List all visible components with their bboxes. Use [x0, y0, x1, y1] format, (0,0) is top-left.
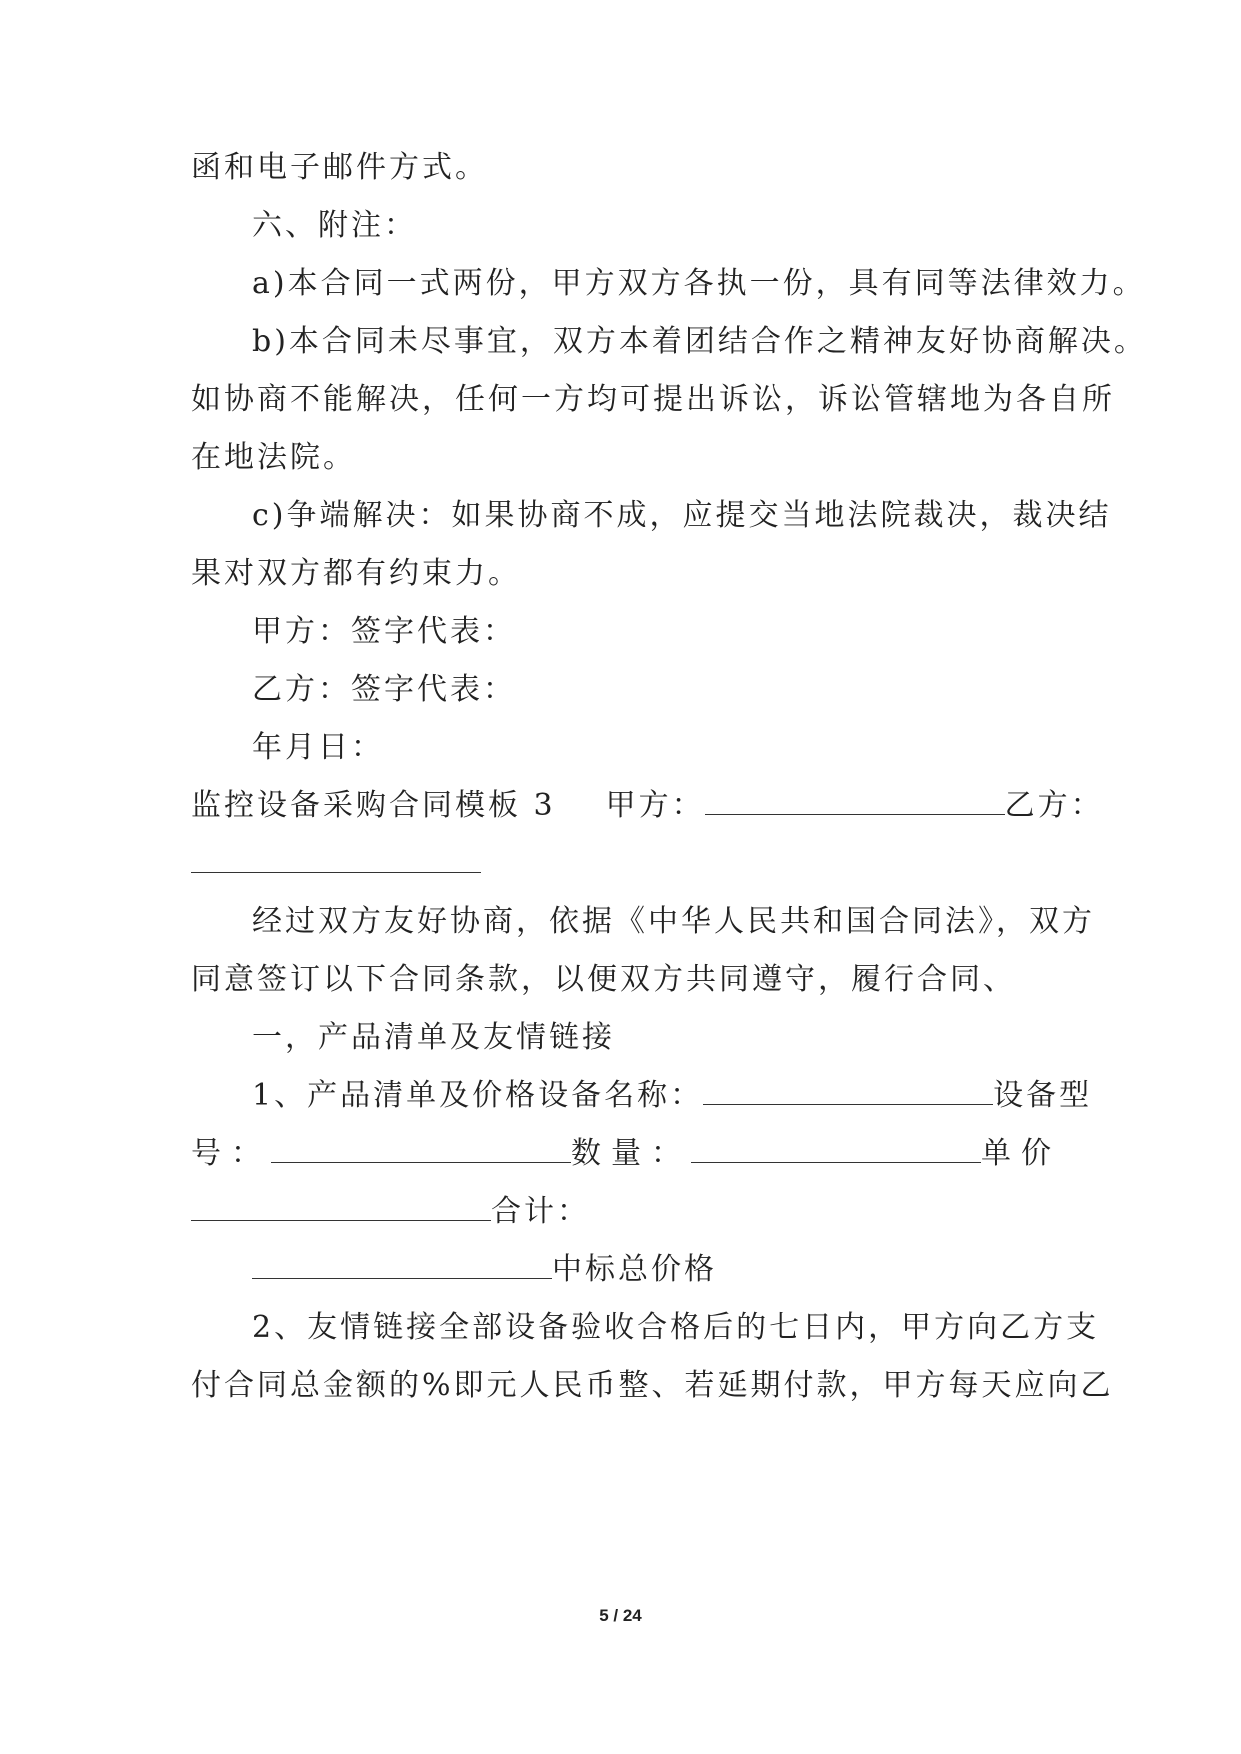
- page-number: 5 / 24: [599, 1606, 642, 1625]
- bid-total-label: 中标总价格: [552, 1252, 717, 1287]
- equipment-name-blank: [703, 1078, 993, 1105]
- text-line: 如协商不能解决，任何一方均可提出诉讼，诉讼管辖地为各自所: [191, 382, 1115, 417]
- intro-line: 经过双方友好协商，依据《中华人民共和国合同法》，双方: [252, 904, 1095, 939]
- product-list-line: [252, 1076, 1092, 1116]
- text-line: b)本合同未尽事宜，双方本着团结合作之精神友好协商解决。: [252, 324, 1147, 359]
- total-label: 合计：: [491, 1194, 590, 1229]
- payment-clause-line: 付合同总金额的%即元人民币整、若延期付款，甲方每天应向乙: [191, 1368, 1114, 1403]
- product-list-line: [191, 1134, 1061, 1174]
- text-line: c)争端解决：如果协商不成，应提交当地法院裁决，裁决结: [252, 498, 1112, 533]
- text-line: 在地法院。: [191, 440, 356, 475]
- quantity-blank: [691, 1136, 981, 1163]
- text-line: 函和电子邮件方式。: [191, 150, 488, 185]
- party-b-blank-line: [191, 844, 481, 884]
- contract-title: 监控设备采购合同模板 3: [191, 788, 556, 823]
- product-list-line: [191, 1192, 590, 1232]
- signature-line-party-b: 乙方：签字代表：: [252, 672, 516, 707]
- party-a-blank: [705, 788, 1005, 815]
- text-line: a)本合同一式两份，甲方双方各执一份，具有同等法律效力。: [252, 266, 1146, 301]
- unit-price-label: 单价: [981, 1136, 1061, 1171]
- equipment-model-blank: [271, 1136, 571, 1163]
- text-line: 果对双方都有约束力。: [191, 556, 521, 591]
- quantity-label: 数量：: [571, 1136, 691, 1171]
- section-heading: 一，产品清单及友情链接: [252, 1020, 615, 1055]
- intro-line: 同意签订以下合同条款，以便双方共同遵守，履行合同、: [191, 962, 1016, 997]
- party-b-blank: [191, 846, 481, 873]
- equipment-model-label: 设备型: [993, 1078, 1093, 1113]
- party-b-label: 乙方：: [1004, 788, 1104, 823]
- signature-line-party-a: 甲方：签字代表：: [252, 614, 516, 649]
- unit-price-blank: [191, 1194, 491, 1221]
- section-heading: 六、附注：: [252, 208, 417, 243]
- equipment-model-label-cont: 号：: [191, 1136, 271, 1171]
- party-a-label: 甲方：: [605, 788, 705, 823]
- date-line: 年月日：: [252, 730, 384, 765]
- total-blank: [252, 1252, 552, 1279]
- payment-clause-line: 2、友情链接全部设备验收合格后的七日内，甲方向乙方支: [252, 1310, 1100, 1345]
- equipment-name-label: 1、产品清单及价格设备名称：: [252, 1078, 704, 1113]
- product-list-line: [252, 1250, 717, 1290]
- contract-title-line: [191, 786, 1104, 826]
